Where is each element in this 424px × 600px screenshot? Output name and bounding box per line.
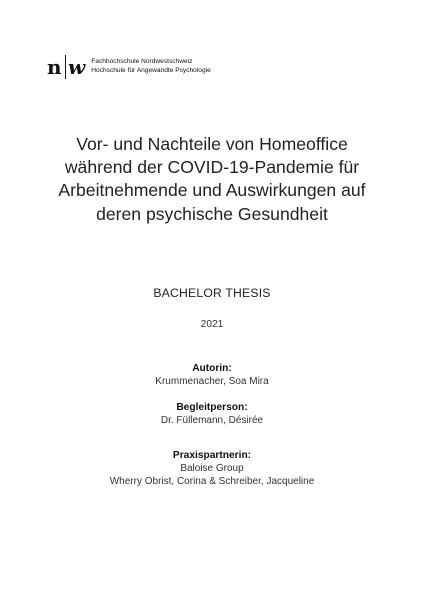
logo-divider — [65, 55, 67, 79]
practice-partner-contacts: Wherry Obrist, Corina & Schreiber, Jacqueline — [109, 476, 315, 487]
author-label: Autorin: — [192, 363, 232, 374]
practice-partner-block — [0, 449, 424, 488]
title-line-2: während der COVID-19-Pandemie für — [64, 157, 360, 178]
supervisor-block — [0, 401, 424, 427]
fhnw-logo — [47, 54, 211, 80]
logo-letter-n: n — [47, 55, 62, 79]
institution-name: Fachhochschule Nordwestschweiz — [91, 58, 193, 66]
document-type: BACHELOR THESIS — [153, 286, 271, 300]
title-line-3: Arbeitnehmende und Auswirkungen auf — [58, 180, 366, 201]
title-line-1: Vor- und Nachteile von Homeoffice — [76, 134, 348, 154]
supervisor-label: Begleitperson: — [176, 402, 248, 413]
title-line-4: deren psychische Gesundheit — [96, 203, 328, 224]
year: 2021 — [200, 319, 224, 330]
fhnw-logo-mark — [47, 54, 85, 80]
supervisor-name: Dr. Füllemann, Désirée — [160, 415, 264, 426]
logo-text — [91, 58, 211, 75]
practice-partner-company: Baloise Group — [180, 463, 244, 474]
logo-letter-w: w — [68, 55, 86, 79]
author-block — [0, 362, 424, 388]
author-name: Krummenacher, Soa Mira — [155, 376, 269, 387]
practice-partner-label: Praxispartnerin: — [172, 450, 252, 461]
school-name: Hochschule für Angewandte Psychologie — [91, 67, 211, 74]
thesis-title — [0, 133, 424, 226]
